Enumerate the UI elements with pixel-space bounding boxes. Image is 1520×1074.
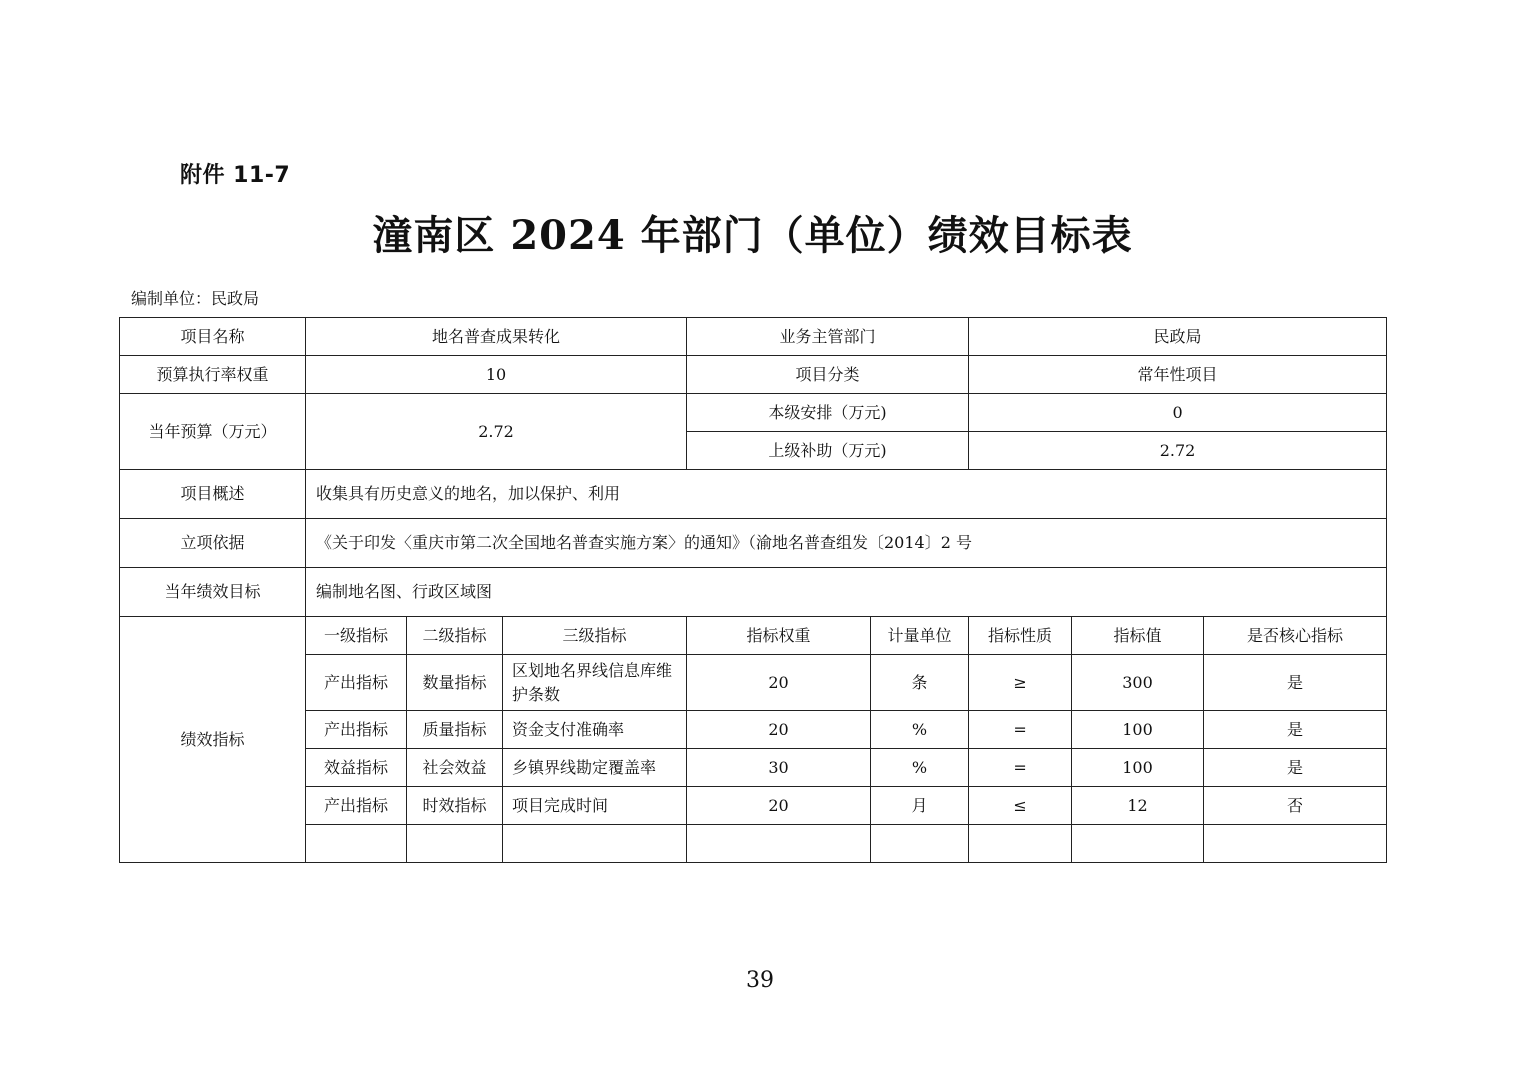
dept-label: 业务主管部门 xyxy=(687,318,969,356)
header-weight: 指标权重 xyxy=(687,617,871,655)
page-number: 39 xyxy=(746,968,774,993)
empty-cell xyxy=(1204,825,1387,863)
empty-cell xyxy=(503,825,687,863)
core-cell: 是 xyxy=(1204,749,1387,787)
header-core: 是否核心指标 xyxy=(1204,617,1387,655)
unit-cell: % xyxy=(871,749,969,787)
dept-value: 民政局 xyxy=(969,318,1387,356)
nature-cell: = xyxy=(969,711,1072,749)
header-level3: 三级指标 xyxy=(503,617,687,655)
level3-cell: 项目完成时间 xyxy=(503,787,687,825)
empty-indicator-row xyxy=(120,825,1387,863)
header-level2: 二级指标 xyxy=(407,617,503,655)
empty-cell xyxy=(969,825,1072,863)
compiling-unit: 编制单位：民政局 xyxy=(131,289,260,308)
level2-cell: 质量指标 xyxy=(407,711,503,749)
weight-cell: 20 xyxy=(687,787,871,825)
overview-label: 项目概述 xyxy=(120,470,306,519)
core-cell: 否 xyxy=(1204,787,1387,825)
upper-subsidy-label: 上级补助（万元) xyxy=(687,432,969,470)
level1-cell: 产出指标 xyxy=(306,711,407,749)
indicator-row xyxy=(120,711,1387,749)
upper-subsidy-value: 2.72 xyxy=(969,432,1387,470)
value-cell: 100 xyxy=(1072,711,1204,749)
budget-weight-value: 10 xyxy=(306,356,687,394)
unit-cell: 月 xyxy=(871,787,969,825)
row-overview xyxy=(120,470,1387,519)
level1-cell: 效益指标 xyxy=(306,749,407,787)
header-value: 指标值 xyxy=(1072,617,1204,655)
unit-cell: 条 xyxy=(871,655,969,711)
unit-cell: % xyxy=(871,711,969,749)
budget-weight-label: 预算执行率权重 xyxy=(120,356,306,394)
level2-cell: 社会效益 xyxy=(407,749,503,787)
overview-value: 收集具有历史意义的地名，加以保护、利用 xyxy=(306,470,1387,519)
nature-cell: ≥ xyxy=(969,655,1072,711)
performance-target-table xyxy=(119,317,1387,863)
empty-cell xyxy=(407,825,503,863)
page-title: 潼南区 2024 年部门（单位）绩效目标表 xyxy=(372,212,1133,259)
weight-cell: 20 xyxy=(687,711,871,749)
level3-cell: 资金支付准确率 xyxy=(503,711,687,749)
header-unit: 计量单位 xyxy=(871,617,969,655)
core-cell: 是 xyxy=(1204,711,1387,749)
value-cell: 300 xyxy=(1072,655,1204,711)
header-nature: 指标性质 xyxy=(969,617,1072,655)
indicators-section-label: 绩效指标 xyxy=(120,617,306,863)
core-cell: 是 xyxy=(1204,655,1387,711)
value-cell: 100 xyxy=(1072,749,1204,787)
project-name-value: 地名普查成果转化 xyxy=(306,318,687,356)
basis-value: 《关于印发〈重庆市第二次全国地名普查实施方案〉的通知》（渝地名普查组发〔2014〕2 号 xyxy=(306,519,1387,568)
empty-cell xyxy=(306,825,407,863)
header-level1: 一级指标 xyxy=(306,617,407,655)
empty-cell xyxy=(1072,825,1204,863)
row-goal xyxy=(120,568,1387,617)
level3-cell: 乡镇界线勘定覆盖率 xyxy=(503,749,687,787)
goal-label: 当年绩效目标 xyxy=(120,568,306,617)
row-budget-weight xyxy=(120,356,1387,394)
row-basis xyxy=(120,519,1387,568)
row-project-name xyxy=(120,318,1387,356)
indicator-row xyxy=(120,749,1387,787)
basis-label: 立项依据 xyxy=(120,519,306,568)
level2-cell: 数量指标 xyxy=(407,655,503,711)
level3-cell: 区划地名界线信息库维护条数 xyxy=(503,655,687,711)
level1-cell: 产出指标 xyxy=(306,787,407,825)
annual-budget-value: 2.72 xyxy=(306,394,687,470)
annual-budget-label: 当年预算（万元） xyxy=(120,394,306,470)
value-cell: 12 xyxy=(1072,787,1204,825)
indicator-header-row xyxy=(120,617,1387,655)
weight-cell: 20 xyxy=(687,655,871,711)
empty-cell xyxy=(871,825,969,863)
weight-cell: 30 xyxy=(687,749,871,787)
level1-cell: 产出指标 xyxy=(306,655,407,711)
goal-value: 编制地名图、行政区域图 xyxy=(306,568,1387,617)
nature-cell: = xyxy=(969,749,1072,787)
category-label: 项目分类 xyxy=(687,356,969,394)
indicator-row xyxy=(120,787,1387,825)
attachment-label: 附件 11-7 xyxy=(180,163,291,188)
level2-cell: 时效指标 xyxy=(407,787,503,825)
category-value: 常年性项目 xyxy=(969,356,1387,394)
local-arrangement-label: 本级安排（万元) xyxy=(687,394,969,432)
nature-cell: ≤ xyxy=(969,787,1072,825)
indicator-row xyxy=(120,655,1387,711)
empty-cell xyxy=(687,825,871,863)
local-arrangement-value: 0 xyxy=(969,394,1387,432)
project-name-label: 项目名称 xyxy=(120,318,306,356)
row-annual-budget xyxy=(120,394,1387,432)
